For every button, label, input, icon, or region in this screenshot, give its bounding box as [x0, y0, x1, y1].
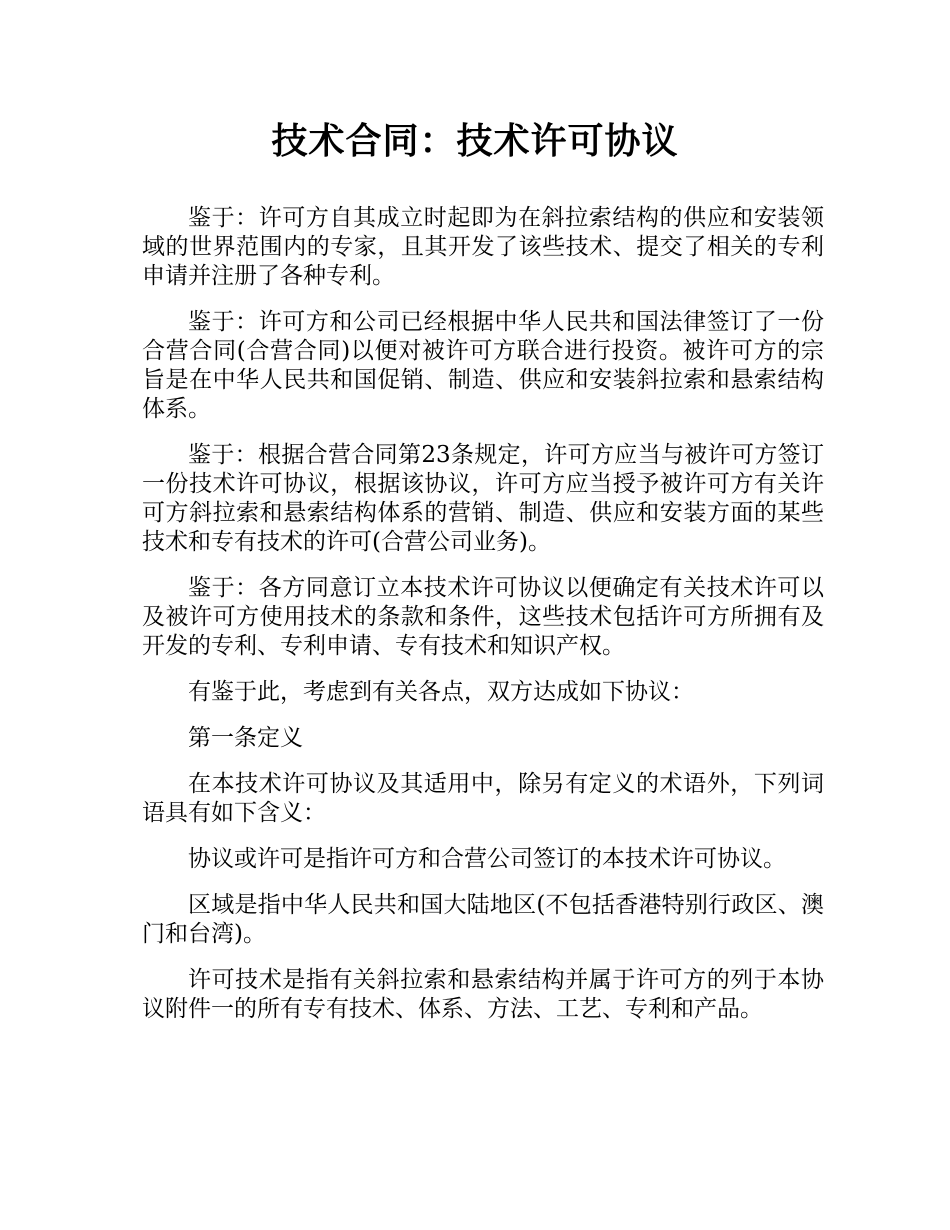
paragraph-recital-2: 鉴于：许可方和公司已经根据中华人民共和国法律签订了一份合营合同(合营合同)以便对被许可方联合进行投资。被许可方的宗旨是在中华人民共和国促销、制造、供应和安装斜拉索和悬索结构体系。 — [142, 309, 824, 422]
definition-agreement: 协议或许可是指许可方和合营公司签订的本技术许可协议。 — [188, 846, 786, 872]
document-title: 技术合同：技术许可协议 — [271, 121, 679, 162]
definition-licensed-technology: 许可技术是指有关斜拉索和悬索结构并属于许可方的列于本协议附件一的所有专有技术、体系、方法、工艺、专利和产品。 — [142, 967, 824, 1022]
document-body — [142, 204, 824, 1041]
article-heading: 第一条定义 — [188, 725, 303, 751]
definition-territory: 区域是指中华人民共和国大陆地区(不包括香港特别行政区、澳门和台湾)。 — [142, 892, 824, 947]
paragraph-recital-3: 鉴于：根据合营合同第23条规定，许可方应当与被许可方签订一份技术许可协议，根据该协议，许可方应当授予被许可方有关许可方斜拉索和悬索结构体系的营销、制造、供应和安装方面的某些技术和专有技术的许可(合营公司业务)。 — [142, 442, 824, 555]
paragraph-recital-1: 鉴于：许可方自其成立时起即为在斜拉索结构的供应和安装领域的世界范围内的专家，且其开发了该些技术、提交了相关的专利申请并注册了各种专利。 — [142, 205, 824, 289]
paragraph-agreement-intro: 有鉴于此，考虑到有关各点，双方达成如下协议： — [188, 679, 694, 705]
paragraph-definitions-intro: 在本技术许可协议及其适用中，除另有定义的术语外，下列词语具有如下含义： — [142, 771, 824, 826]
paragraph-recital-4: 鉴于：各方同意订立本技术许可协议以便确定有关技术许可以及被许可方使用技术的条款和条件，这些技术包括许可方所拥有及开发的专利、专利申请、专有技术和知识产权。 — [142, 575, 824, 659]
